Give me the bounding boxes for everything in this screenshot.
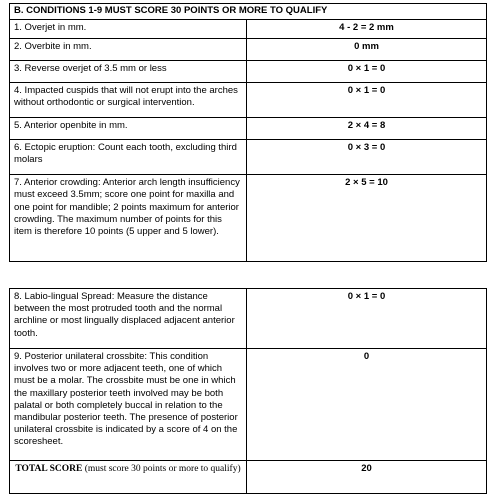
condition-score: 0 × 1 = 0 xyxy=(247,83,487,118)
total-score-label-rest: (must score 30 points or more to qualify) xyxy=(82,464,241,474)
total-score-value: 20 xyxy=(247,461,487,494)
condition-score: 0 × 1 = 0 xyxy=(247,289,487,349)
condition-text: 5. Anterior openbite in mm. xyxy=(10,118,247,140)
conditions-table-top xyxy=(9,3,487,262)
total-score-label-bold: TOTAL SCORE xyxy=(15,464,83,474)
condition-text: 4. Impacted cuspids that will not erupt into the arches without orthodontic or surgical intervention. xyxy=(10,83,247,118)
condition-score: 0 xyxy=(247,349,487,461)
table-row xyxy=(10,289,487,349)
section-header: B. CONDITIONS 1-9 MUST SCORE 30 POINTS OR MORE TO QUALIFY xyxy=(10,4,487,20)
condition-text: 9. Posterior unilateral crossbite: This condition involves two or more adjacent teeth, one of which must be a molar. The crossbite must be one in which the maxillary posterior teeth involved may be both palatal or both completely buccal in relation to the mandibular posterior teeth. The presence of posterior unilateral crossbite is indicated by a score of 4 on the scoresheet. xyxy=(10,349,247,461)
condition-score: 0 mm xyxy=(247,39,487,61)
table-row xyxy=(10,140,487,175)
header-row xyxy=(10,4,487,20)
table-row xyxy=(10,118,487,140)
table-row xyxy=(10,20,487,39)
total-score-label xyxy=(10,461,247,494)
condition-text: 6. Ectopic eruption: Count each tooth, excluding third molars xyxy=(10,140,247,175)
condition-text: 2. Overbite in mm. xyxy=(10,39,247,61)
table-row xyxy=(10,83,487,118)
table-row xyxy=(10,175,487,262)
condition-text: 1. Overjet in mm. xyxy=(10,20,247,39)
table-row xyxy=(10,61,487,83)
conditions-table-bottom xyxy=(9,288,487,494)
condition-text: 3. Reverse overjet of 3.5 mm or less xyxy=(10,61,247,83)
table-row xyxy=(10,39,487,61)
table-row xyxy=(10,349,487,461)
condition-score: 4 - 2 = 2 mm xyxy=(247,20,487,39)
total-row xyxy=(10,461,487,494)
condition-text: 7. Anterior crowding: Anterior arch length insufficiency must exceed 3.5mm; score one point for maxilla and one point for mandible; 2 points maximum for anterior crowding. The maximum number of points for this item is therefore 10 points (5 upper and 5 lower). xyxy=(10,175,247,262)
condition-score: 2 × 5 = 10 xyxy=(247,175,487,262)
condition-text: 8. Labio-lingual Spread: Measure the distance between the most protruded tooth and the normal archline or most lingually displaced adjacent anterior tooth. xyxy=(10,289,247,349)
condition-score: 0 × 1 = 0 xyxy=(247,61,487,83)
condition-score: 2 × 4 = 8 xyxy=(247,118,487,140)
condition-score: 0 × 3 = 0 xyxy=(247,140,487,175)
